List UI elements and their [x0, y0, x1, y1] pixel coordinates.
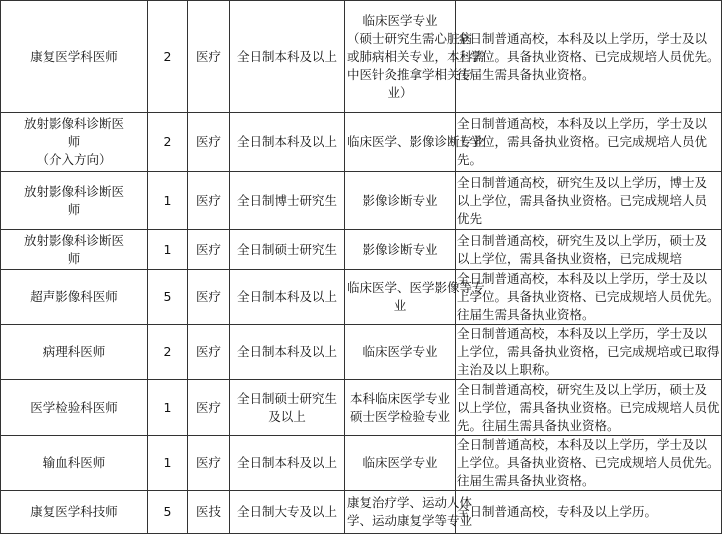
requirements-line: 全日制普通高校，本科及以上学历，学士及以 [457, 30, 708, 46]
position-cell [1, 491, 148, 534]
education-cell [230, 325, 345, 380]
requirements-line: 全日制普通高校，研究生及以上学历，硕士及 [457, 381, 708, 397]
requirements-line: 优先 [457, 210, 483, 226]
position-cell [1, 270, 148, 325]
category-cell [188, 270, 230, 325]
category-value: 医疗 [195, 344, 221, 359]
major-cell [345, 230, 456, 270]
requirements-line: 上学位，需具备执业资格，已完成规培或已取得 [457, 344, 720, 359]
position-line: （介入方向） [36, 152, 112, 167]
category-cell [188, 380, 230, 436]
major-cell [345, 113, 485, 172]
major-line: 本科临床医学专业 [349, 390, 450, 406]
education-cell [230, 230, 345, 270]
position-line: 康复医学科医师 [30, 48, 118, 64]
headcount-value: 5 [163, 289, 172, 304]
education-cell [230, 172, 345, 230]
headcount-value: 2 [163, 134, 172, 149]
major-line: （硕士研究生需心脏病 [347, 30, 473, 46]
table-row [1, 491, 722, 534]
headcount-cell [148, 270, 188, 325]
position-line: 放射影像科诊断医 [23, 232, 124, 248]
headcount-cell [148, 1, 188, 113]
major-cell [345, 325, 456, 380]
requirements-cell [456, 270, 722, 325]
requirements-cell [456, 230, 722, 270]
requirements-line: 主治及以上职称。 [457, 362, 558, 377]
requirements-line: 先。 [457, 152, 483, 167]
headcount-cell [148, 491, 188, 534]
education-line: 全日制本科及以上 [236, 48, 337, 64]
position-line: 超声影像科医师 [30, 289, 118, 304]
position-cell [1, 325, 148, 380]
major-cell [345, 380, 456, 436]
table-row [1, 380, 722, 436]
headcount-value: 1 [163, 455, 172, 470]
requirements-line: 往届生需具备执业资格。 [457, 307, 595, 322]
category-cell [188, 172, 230, 230]
position-line: 输血科医师 [42, 455, 106, 470]
education-line: 全日制本科及以上 [236, 289, 337, 304]
major-line: 硕士医学检验专业 [349, 408, 450, 424]
requirements-line: 全日制普通高校，本科及以上学历，学士及以 [457, 271, 708, 286]
headcount-cell [148, 325, 188, 380]
requirements-cell [456, 436, 722, 491]
table-row [1, 172, 722, 230]
position-line: 师 [67, 201, 81, 217]
major-line: 康复治疗学、运动人体 [347, 495, 473, 510]
education-line: 全日制硕士研究生 [236, 241, 337, 257]
category-value: 医疗 [195, 241, 221, 257]
major-cell [345, 491, 473, 534]
requirements-line: 上学位，需具备执业资格。已完成规培人员优 [457, 134, 708, 149]
major-cell [345, 1, 485, 113]
category-cell [188, 325, 230, 380]
category-value: 医疗 [195, 134, 221, 149]
education-cell [230, 1, 345, 113]
category-cell [188, 436, 230, 491]
position-cell [1, 113, 148, 172]
major-line: 业） [387, 84, 413, 100]
major-cell [345, 436, 456, 491]
category-cell [188, 230, 230, 270]
headcount-value: 1 [163, 399, 172, 415]
table-row [1, 230, 722, 270]
education-line: 及以上 [268, 408, 306, 424]
position-cell [1, 436, 148, 491]
category-cell [188, 113, 230, 172]
headcount-value: 2 [163, 344, 172, 359]
education-line: 全日制本科及以上 [236, 344, 337, 359]
category-value: 医疗 [195, 192, 221, 208]
education-line: 全日制大专及以上 [236, 504, 337, 519]
requirements-line: 往届生需具备执业资格。 [457, 66, 595, 82]
position-cell [1, 172, 148, 230]
major-cell [345, 172, 456, 230]
headcount-value: 1 [163, 241, 172, 257]
requirements-cell [456, 380, 722, 436]
requirements-cell [456, 1, 722, 113]
category-value: 医疗 [195, 399, 221, 415]
education-cell [230, 436, 345, 491]
category-value: 医疗 [195, 48, 221, 64]
table-row [1, 113, 722, 172]
table-row [1, 1, 722, 113]
recruitment-table-body [1, 1, 722, 534]
major-cell [345, 270, 485, 325]
education-line: 全日制本科及以上 [236, 455, 337, 470]
category-value: 医技 [195, 504, 221, 519]
headcount-value: 1 [163, 192, 172, 208]
major-line: 临床医学专业 [362, 344, 438, 359]
headcount-cell [148, 172, 188, 230]
major-line: 中医针灸推拿学相关专 [347, 66, 473, 82]
position-cell [1, 380, 148, 436]
major-line: 临床医学、医学影像等专 [347, 280, 485, 295]
category-value: 医疗 [195, 455, 221, 470]
category-cell [188, 1, 230, 113]
requirements-line: 全日制普通高校，研究生及以上学历，硕士及 [457, 232, 708, 248]
headcount-value: 5 [163, 504, 172, 519]
major-line: 或肺病相关专业，本科需 [347, 48, 485, 64]
major-line: 临床医学专业 [362, 12, 438, 28]
major-line: 影像诊断专业 [362, 192, 438, 208]
requirements-line: 以上学位，需具备执业资格，已完成规培 [457, 250, 683, 266]
position-line: 康复医学科技师 [30, 504, 118, 519]
table-row [1, 436, 722, 491]
education-cell [230, 380, 345, 436]
major-line: 业 [393, 298, 407, 313]
position-line: 医学检验科医师 [30, 399, 118, 415]
education-line: 全日制硕士研究生 [236, 390, 337, 406]
education-cell [230, 270, 345, 325]
table-row [1, 270, 722, 325]
requirements-line: 以上学位，需具备执业资格。已完成规培人员 [457, 192, 708, 208]
requirements-line: 先。往届生需具备执业资格。 [457, 417, 620, 433]
headcount-cell [148, 230, 188, 270]
headcount-cell [148, 380, 188, 436]
category-cell [188, 491, 230, 534]
requirements-line: 全日制普通高校，本科及以上学历，学士及以 [457, 326, 708, 341]
requirements-line: 往届生需具备执业资格。 [457, 473, 595, 488]
requirements-line: 全日制普通高校，本科及以上学历，学士及以 [457, 437, 708, 452]
requirements-line: 全日制普通高校，专科及以上学历。 [457, 504, 658, 519]
requirements-line: 全日制普通高校，研究生及以上学历，博士及 [457, 174, 708, 190]
position-line: 放射影像科诊断医 [23, 183, 124, 199]
requirements-cell [456, 172, 722, 230]
position-line: 放射影像科诊断医 [23, 116, 124, 131]
headcount-value: 2 [163, 48, 172, 64]
category-value: 医疗 [195, 289, 221, 304]
requirements-cell [456, 325, 722, 380]
position-cell [1, 230, 148, 270]
headcount-cell [148, 436, 188, 491]
major-line: 临床医学专业 [362, 455, 438, 470]
major-line: 临床医学、影像诊断专业 [347, 134, 485, 149]
requirements-line: 上学位。具备执业资格、已完成规培人员优先。 [457, 455, 720, 470]
requirements-line: 全日制普通高校，本科及以上学历，学士及以 [457, 116, 708, 131]
requirements-line: 上学位。具备执业资格、已完成规培人员优先。 [457, 48, 720, 64]
requirements-line: 以上学位，需具备执业资格。已完成规培人员优 [457, 399, 720, 415]
education-cell [230, 491, 345, 534]
position-cell [1, 1, 148, 113]
headcount-cell [148, 113, 188, 172]
requirements-cell [456, 491, 722, 534]
major-line: 学、运动康复学等专业 [347, 513, 473, 528]
requirements-line: 上学位。具备执业资格、已完成规培人员优先。 [457, 289, 720, 304]
position-line: 病理科医师 [42, 344, 106, 359]
requirements-cell [456, 113, 722, 172]
position-line: 师 [67, 134, 81, 149]
position-line: 师 [67, 250, 81, 266]
education-line: 全日制博士研究生 [236, 192, 337, 208]
education-cell [230, 113, 345, 172]
table-row [1, 325, 722, 380]
education-line: 全日制本科及以上 [236, 134, 337, 149]
major-line: 影像诊断专业 [362, 241, 438, 257]
